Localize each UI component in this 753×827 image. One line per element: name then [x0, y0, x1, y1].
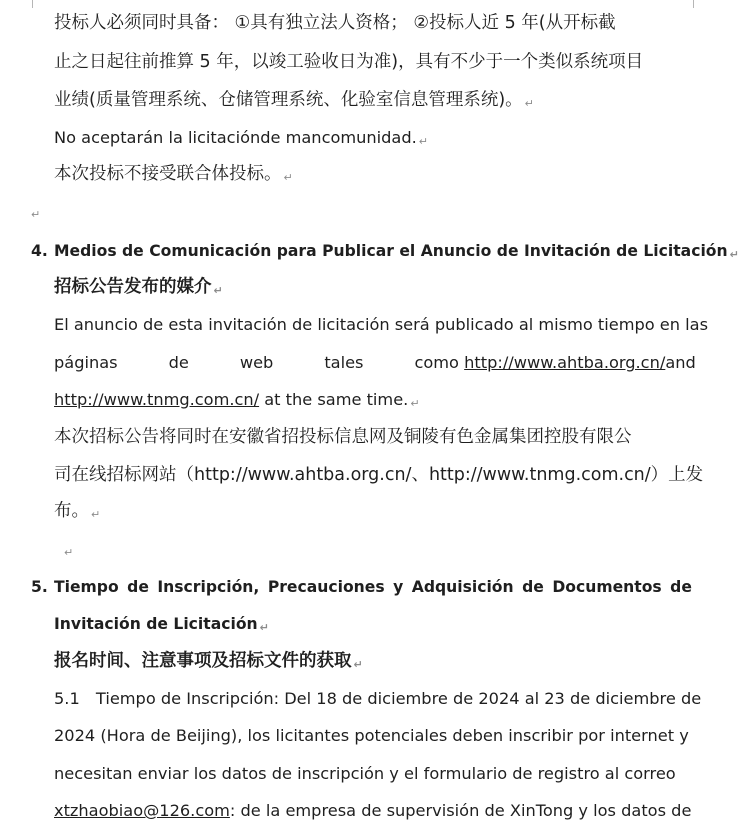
sec5-p1-line-2: 2024 (Hora de Beijing), los licitantes potenciales deben inscribir por internet y: [54, 726, 689, 745]
section-number: 4.: [31, 242, 48, 260]
link-ahtba[interactable]: http://www.ahtba.org.cn/: [464, 353, 666, 372]
paragraph-mark-icon: ↵: [31, 208, 41, 221]
paragraph-mark-icon: ↵: [418, 135, 428, 148]
sec4-es-line-1: El anuncio de esta invitación de licitación será publicado al mismo tiempo en las: [54, 315, 709, 334]
paragraph-mark-icon: ↵: [91, 508, 101, 521]
section-heading-line-2: Invitación de Licitación ↵: [54, 615, 269, 634]
paragraph-mark-icon: ↵: [283, 171, 293, 184]
sec4-es-line-3: http://www.tnmg.com.cn/ at the same time. ↵: [54, 390, 420, 410]
paragraph-mark-icon: ↵: [353, 658, 363, 671]
section-heading-cn: 报名时间、注意事项及招标文件的获取 ↵: [54, 651, 363, 671]
sec5-p1-line-1: 5.1 Tiempo de Inscripción: Del 18 de diciembre de 2024 al 23 de diciembre de: [54, 689, 702, 708]
justified-words: páginas de web tales como: [54, 353, 459, 372]
sec4-es-line-2: páginas de web tales como http://www.ahtba.org.cn/and: [54, 353, 696, 372]
margin-corner-mark-right: [693, 0, 694, 8]
section-heading-cn: 招标公告发布的媒介 ↵: [54, 277, 223, 297]
paragraph-mark-icon: ↵: [64, 546, 74, 559]
sec5-p1-line-3: necesitan enviar los datos de inscripción y el formulario de registro al correo: [54, 764, 676, 783]
sec3-line-4: No aceptarán la licitaciónde mancomunidad. ↵: [54, 128, 428, 148]
paragraph-mark-icon: ↵: [729, 248, 739, 261]
sec3-line-5: 本次投标不接受联合体投标。 ↵: [54, 164, 293, 184]
sec3-line-3: 业绩(质量管理系统、仓储管理系统、化验室信息管理系统)。 ↵: [54, 90, 534, 110]
paragraph-mark-icon: ↵: [213, 284, 223, 297]
sec3-line-1: 投标人必须同时具备： ①具有独立法人资格； ②投标人近 5 年(从开标截: [54, 13, 616, 33]
sec4-cn-line-1: 本次招标公告将同时在安徽省招投标信息网及铜陵有色金属集团控股有限公: [54, 427, 632, 447]
paragraph-mark-icon: ↵: [524, 97, 534, 110]
section-heading-line-1: [54, 576, 694, 598]
sec4-cn-line-2: 司在线招标网站（http://www.ahtba.org.cn/、http://www.tnmg.com.cn/）上发: [54, 465, 704, 485]
section-heading: Medios de Comunicación para Publicar el Anuncio de Invitación de Licitación ↵: [54, 242, 739, 261]
link-tnmg[interactable]: http://www.tnmg.com.cn/: [54, 390, 260, 409]
paragraph-mark-icon: ↵: [259, 621, 269, 634]
margin-corner-mark-left: [32, 0, 33, 8]
justified-words: Tiempo de Inscripción, Precauciones y Adquisición de Documentos de: [54, 578, 692, 596]
sec3-line-2: 止之日起往前推算 5 年，以竣工验收日为准)，具有不少于一个类似系统项目: [54, 52, 644, 72]
sec4-cn-line-3: 布。 ↵: [54, 501, 101, 521]
section-number: 5.: [31, 578, 48, 596]
email-link[interactable]: xtzhaobiao@126.com: [54, 801, 230, 820]
sec5-p1-line-4: xtzhaobiao@126.com: de la empresa de supervisión de XinTong y los datos de: [54, 801, 692, 820]
paragraph-mark-icon: ↵: [410, 397, 420, 410]
